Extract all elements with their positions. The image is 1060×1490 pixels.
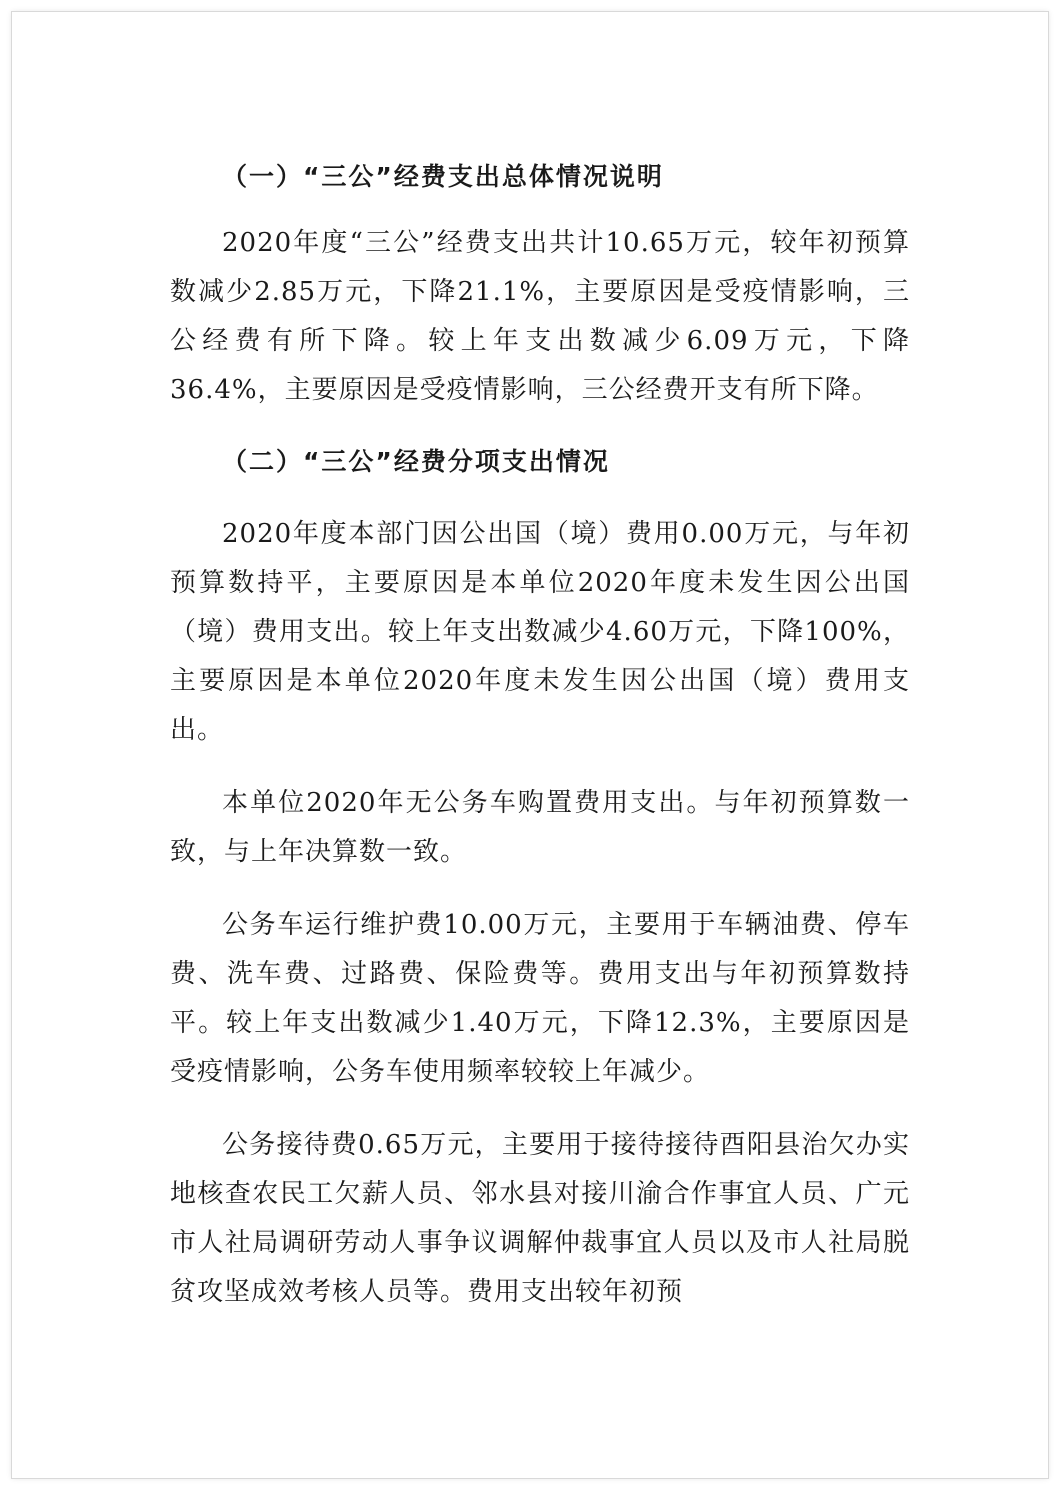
section-heading-overall: （一）“三公”经费支出总体情况说明 <box>222 162 664 191</box>
paragraph-reception: 公务接待费0.65万元，主要用于接待接待酉阳县治欠办实地核查农民工欠薪人员、邻水县对接川渝合作事宜人员、广元市人社局调研劳动人事争议调解仲裁事宜人员以及市人社局脱贫攻坚成效考核人员等。费用支出较年初预 <box>170 1130 910 1307</box>
paragraph-vehicle-operation: 公务车运行维护费10.00万元，主要用于车辆油费、停车费、洗车费、过路费、保险费等。费用支出与年初预算数持平。较上年支出数减少1.40万元，下降12.3%，主要原因是受疫情影响，公务车使用频率较较上年减少。 <box>170 910 910 1087</box>
document-page <box>12 12 1048 1478</box>
paragraph-overall-summary: 2020年度“三公”经费支出共计10.65万元，较年初预算数减少2.85万元，下降21.1%，主要原因是受疫情影响，三公经费有所下降。较上年支出数减少6.09万元，下降36.4%，主要原因是受疫情影响，三公经费开支有所下降。 <box>170 228 910 405</box>
paragraph-overseas-travel: 2020年度本部门因公出国（境）费用0.00万元，与年初预算数持平，主要原因是本单位2020年度未发生因公出国（境）费用支出。较上年支出数减少4.60万元，下降100%，主要原因是本单位2020年度未发生因公出国（境）费用支出。 <box>170 519 910 745</box>
paragraph-vehicle-purchase: 本单位2020年无公务车购置费用支出。与年初预算数一致，与上年决算数一致。 <box>170 788 910 867</box>
section-heading-itemized: （二）“三公”经费分项支出情况 <box>222 447 610 476</box>
document-body <box>170 152 910 1317</box>
